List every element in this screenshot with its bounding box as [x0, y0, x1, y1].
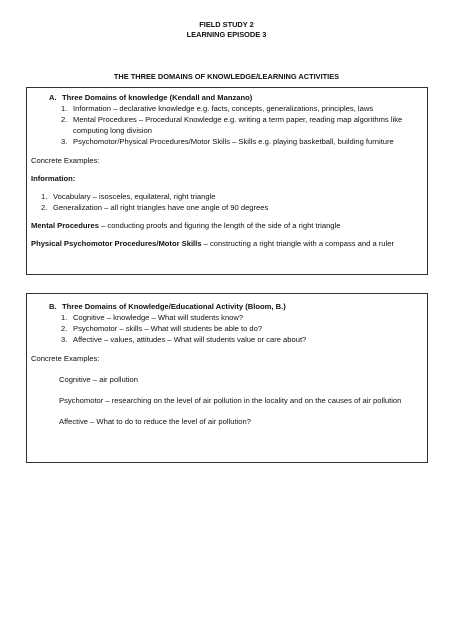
- kendall-manzano-box: [26, 87, 428, 275]
- list-number: 2.: [41, 203, 48, 212]
- box1-heading-text: Three Domains of knowledge (Kendall and Manzano): [62, 93, 253, 102]
- list-number: 1.: [41, 192, 48, 201]
- list-text: Information – declarative knowledge e.g. facts, concepts, generalizations, principles, laws: [73, 104, 374, 113]
- list-number: 3.: [61, 335, 68, 344]
- list-number: 1.: [61, 313, 68, 322]
- box1-concrete-label: Concrete Examples:: [31, 156, 100, 165]
- document-header: [0, 20, 453, 40]
- list-item: [27, 312, 427, 323]
- box1-heading-letter: A.: [49, 93, 57, 102]
- box2-heading-text: Three Domains of Knowledge/Educational Activity (Bloom, B.): [62, 302, 286, 311]
- box1-heading: [27, 92, 427, 103]
- list-text: Generalization – all right triangles have one angle of 90 degrees: [53, 203, 269, 212]
- header-line-2: LEARNING EPISODE 3: [186, 29, 267, 39]
- list-item: [27, 136, 427, 147]
- header-line-1: FIELD STUDY 2: [199, 20, 254, 29]
- affective-example: Affective – What to do to reduce the level of air pollution?: [59, 417, 251, 426]
- list-text: Cognitive – knowledge – What will students know?: [73, 313, 244, 322]
- list-number: 3.: [61, 137, 68, 146]
- information-label: Information:: [31, 174, 76, 183]
- mental-procedures-paragraph: [27, 220, 427, 231]
- list-item: [27, 334, 427, 345]
- list-item: [27, 191, 427, 202]
- list-number: 2.: [61, 115, 68, 124]
- list-text: Affective – values, attitudes – What will students value or care about?: [73, 335, 307, 344]
- list-item: [27, 114, 427, 136]
- section-title: THE THREE DOMAINS OF KNOWLEDGE/LEARNING ACTIVITIES: [113, 72, 340, 81]
- list-item: [27, 202, 427, 213]
- physical-procedures-text: – constructing a right triangle with a compass and a ruler: [201, 239, 394, 248]
- list-item: [27, 323, 427, 334]
- mental-procedures-text: – conducting proofs and figuring the length of the side of a right triangle: [98, 221, 341, 230]
- psychomotor-example: Psychomotor – researching on the level of air pollution in the locality and on the causes of air pollution: [59, 396, 402, 405]
- physical-procedures-paragraph: [27, 238, 427, 249]
- physical-procedures-label: Physical Psychomotor Procedures/Motor Skills: [31, 239, 202, 248]
- list-text: Psychomotor – skills – What will students be able to do?: [73, 324, 263, 333]
- box2-heading-letter: B.: [49, 302, 57, 311]
- information-list: [27, 191, 427, 213]
- information-label-row: [27, 173, 427, 184]
- mental-procedures-label: Mental Procedures: [31, 221, 99, 230]
- list-number: 1.: [61, 104, 68, 113]
- list-number: 2.: [61, 324, 68, 333]
- list-text: Vocabulary – isosceles, equilateral, right triangle: [53, 192, 216, 201]
- box2-concrete-label: Concrete Examples:: [31, 354, 100, 363]
- cognitive-example: Cognitive – air pollution: [59, 375, 138, 384]
- list-text: Psychomotor/Physical Procedures/Motor Skills – Skills e.g. playing basketball, building furniture: [73, 137, 394, 146]
- list-item: [27, 103, 427, 114]
- box1-domain-list: [27, 103, 427, 147]
- box2-heading: [27, 301, 427, 312]
- box2-domain-list: [27, 312, 427, 345]
- bloom-box: [26, 293, 428, 463]
- list-text: Mental Procedures – Procedural Knowledge e.g. writing a term paper, reading map algorithms like computing long division: [73, 115, 403, 135]
